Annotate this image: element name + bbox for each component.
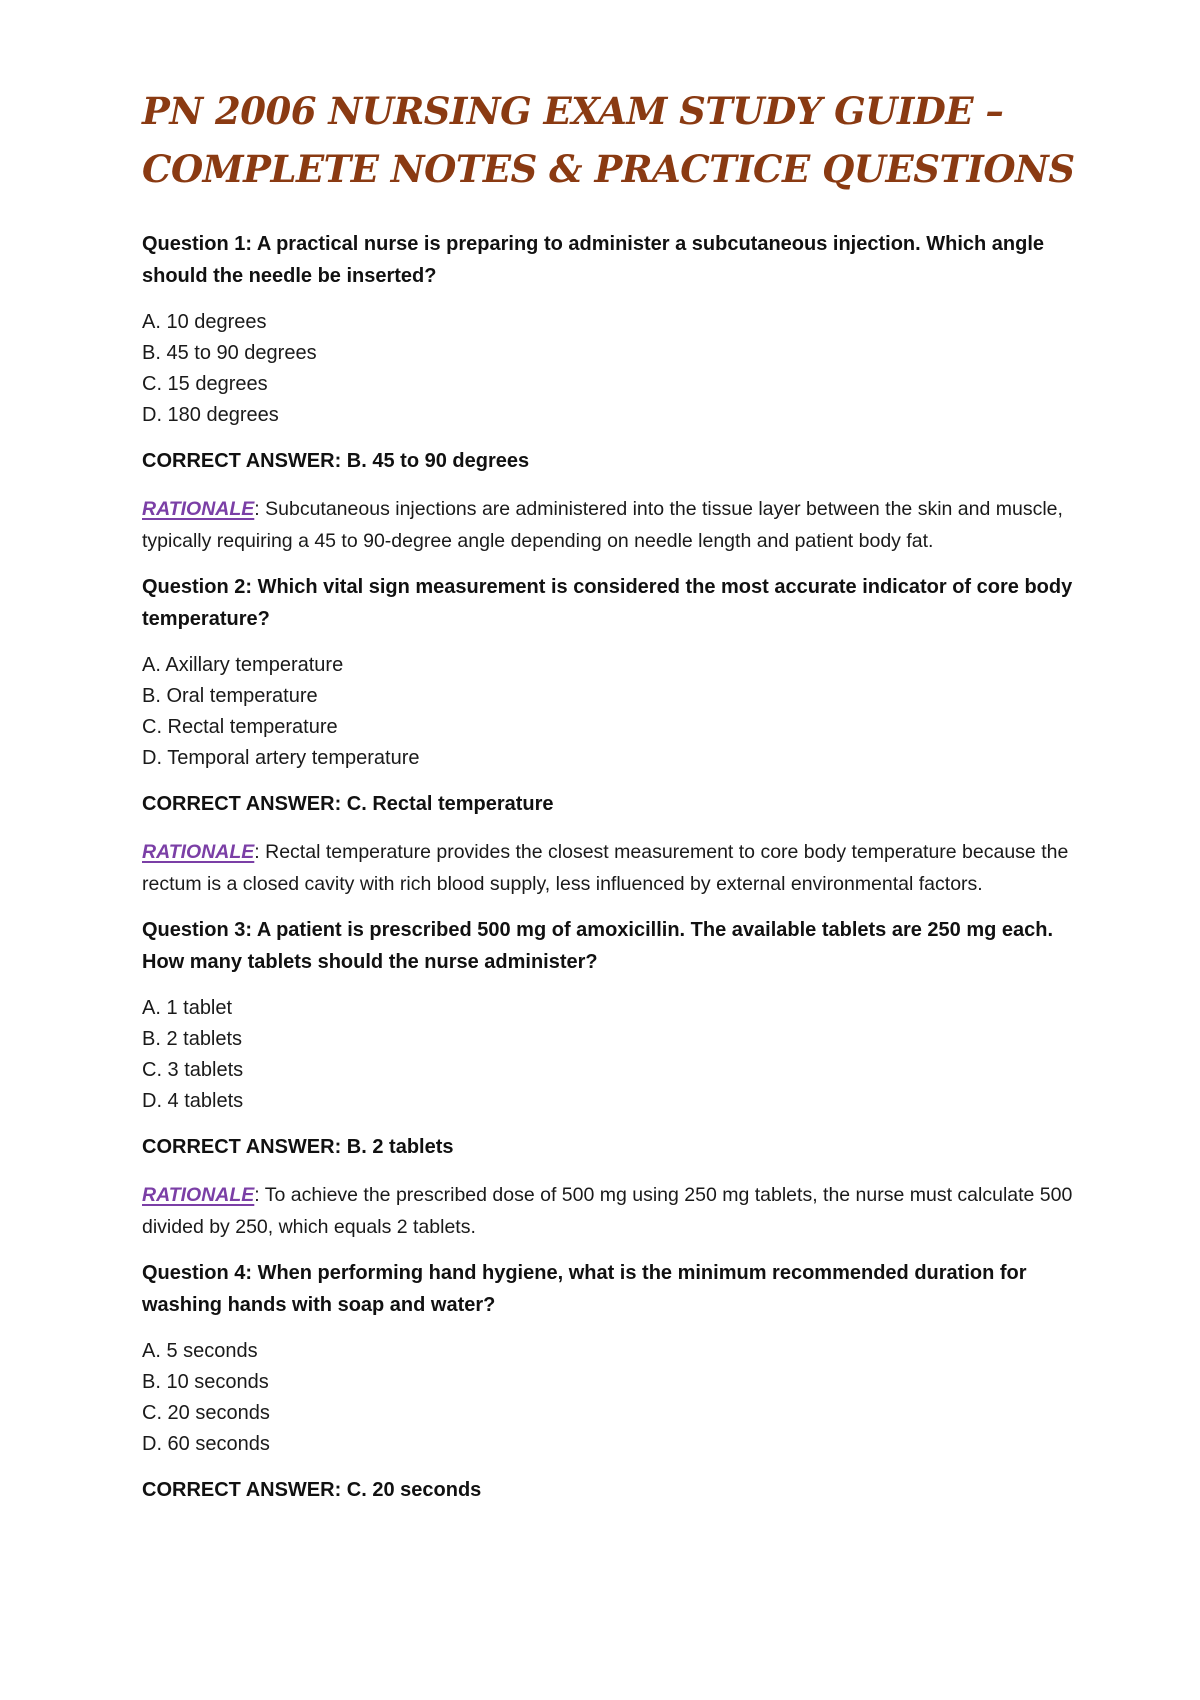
option-b: B. 45 to 90 degrees: [142, 342, 317, 364]
option-b: B. 2 tablets: [142, 1028, 243, 1050]
answer-options: [142, 650, 1082, 774]
question-block-1: [142, 228, 1082, 557]
option-d: D. 4 tablets: [142, 1090, 244, 1112]
option-b: B. 10 seconds: [142, 1371, 269, 1393]
answer-options: [142, 1336, 1082, 1460]
rationale-label: RATIONALE: [142, 841, 255, 863]
question-text: Question 1: A practical nurse is preparing to administer a subcutaneous injection. Which angle should the needle be inserted?: [142, 233, 1045, 287]
option-c: C. 20 seconds: [142, 1402, 270, 1424]
question-block-4: [142, 1257, 1082, 1505]
correct-answer: CORRECT ANSWER: B. 2 tablets: [142, 1136, 454, 1158]
rationale-text: : Rectal temperature provides the closest measurement to core body temperature because the rectum is a closed cavity with rich blood supply, less influenced by external environmental factors.: [142, 841, 1069, 895]
question-text: Question 2: Which vital sign measurement is considered the most accurate indicator of core body temperature?: [142, 576, 1073, 630]
question-block-2: [142, 571, 1082, 900]
document-page: [142, 82, 1082, 1522]
rationale-text: : Subcutaneous injections are administered into the tissue layer between the skin and muscle, typically requiring a 45 to 90-degree angle depending on needle length and patient body fat.: [142, 498, 1063, 552]
answer-options: [142, 307, 1082, 431]
option-c: C. Rectal temperature: [142, 716, 338, 738]
option-d: D. 60 seconds: [142, 1433, 270, 1455]
option-c: C. 15 degrees: [142, 373, 268, 395]
rationale: [142, 1179, 1082, 1243]
rationale-label: RATIONALE: [142, 1184, 255, 1206]
correct-answer: CORRECT ANSWER: B. 45 to 90 degrees: [142, 450, 530, 472]
correct-answer: CORRECT ANSWER: C. Rectal temperature: [142, 793, 554, 815]
question-text: Question 3: A patient is prescribed 500 mg of amoxicillin. The available tablets are 250 mg each. How many tablets should the nurse administer?: [142, 919, 1054, 973]
document-title: PN 2006 NURSING EXAM STUDY GUIDE – COMPLETE NOTES & PRACTICE QUESTIONS: [142, 89, 1075, 191]
answer-options: [142, 993, 1082, 1117]
option-c: C. 3 tablets: [142, 1059, 244, 1081]
question-block-3: [142, 914, 1082, 1243]
correct-answer: CORRECT ANSWER: C. 20 seconds: [142, 1479, 482, 1501]
rationale-label: RATIONALE: [142, 498, 255, 520]
option-a: A. 10 degrees: [142, 311, 267, 333]
rationale-text: : To achieve the prescribed dose of 500 mg using 250 mg tablets, the nurse must calculate 500 divided by 250, which equals 2 tablets.: [142, 1184, 1073, 1238]
option-a: A. 5 seconds: [142, 1340, 258, 1362]
option-b: B. Oral temperature: [142, 685, 318, 707]
option-d: D. Temporal artery temperature: [142, 747, 420, 769]
rationale: [142, 836, 1082, 900]
option-a: A. 1 tablet: [142, 997, 233, 1019]
rationale: [142, 493, 1082, 557]
option-a: A. Axillary temperature: [142, 654, 344, 676]
question-text: Question 4: When performing hand hygiene, what is the minimum recommended duration for washing hands with soap and water?: [142, 1262, 1027, 1316]
option-d: D. 180 degrees: [142, 404, 279, 426]
